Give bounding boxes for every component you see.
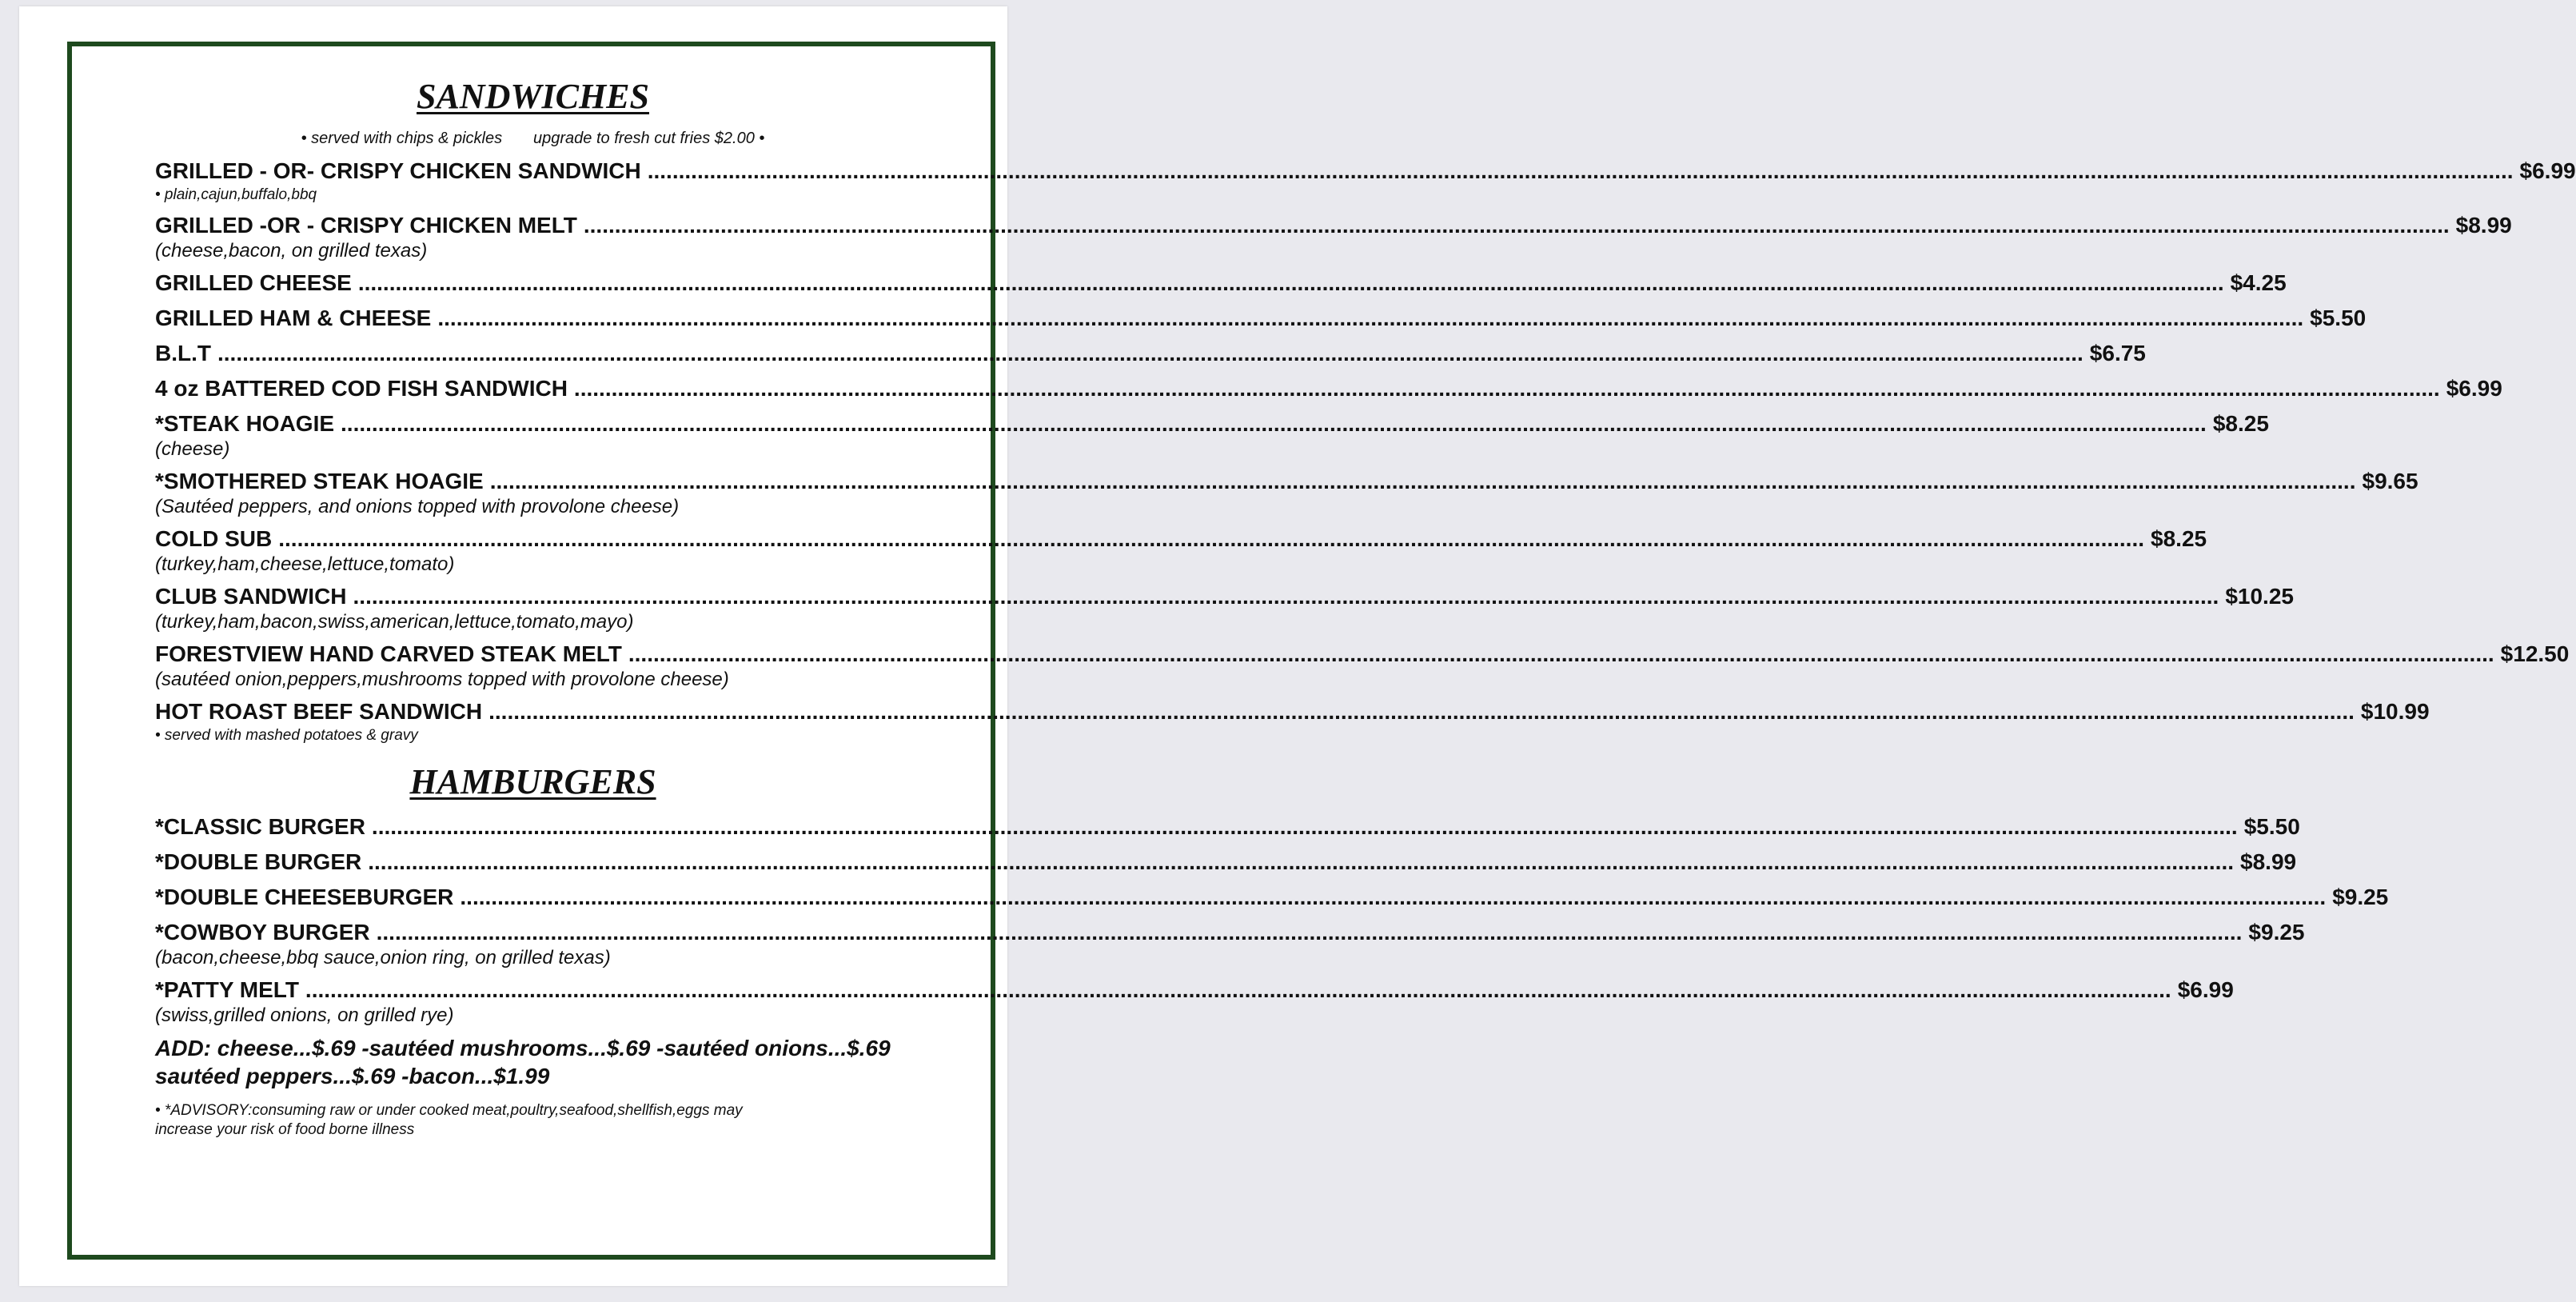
- dot-leader: ............................................................................................................................................................................................................................................................................................................: [488, 699, 2355, 724]
- menu-content: [155, 77, 2576, 1140]
- dot-leader: ............................................................................................................................................................................................................................................................................................................: [357, 270, 2224, 295]
- menu-item-description: (turkey,ham,cheese,lettuce,tomato): [155, 553, 455, 575]
- menu-item-name: *COWBOY BURGER: [155, 920, 370, 945]
- menu-item: [155, 847, 2297, 877]
- menu-item-name: GRILLED HAM & CHEESE: [155, 306, 432, 330]
- menu-item-name: CLUB SANDWICH: [155, 584, 347, 609]
- menu-item-name: *SMOTHERED STEAK HOAGIE: [155, 469, 484, 493]
- menu-item-price: $5.50: [2243, 814, 2300, 839]
- menu-item-description: (cheese,bacon, on grilled texas): [155, 240, 428, 262]
- menu-item: [155, 524, 2207, 577]
- menu-item-name: 4 oz BATTERED COD FISH SANDWICH: [155, 376, 568, 401]
- menu-item-row: [155, 975, 2234, 1005]
- menu-item-description: (cheese): [155, 438, 230, 460]
- menu-item-price: $9.65: [2362, 469, 2418, 493]
- menu-item: [155, 917, 2305, 970]
- menu-item-row: [155, 639, 2570, 669]
- menu-item: [155, 409, 2269, 461]
- menu-item-price: $9.25: [2248, 920, 2305, 945]
- advisory-line-1: • *ADVISORY:consuming raw or under cooked meat,poultry,seafood,shellfish,eggs may: [155, 1102, 743, 1119]
- menu-item-name: B.L.T: [155, 341, 211, 365]
- menu-item-name: GRILLED - OR- CRISPY CHICKEN SANDWICH: [155, 158, 641, 183]
- menu-item-note: • served with mashed potatoes & gravy: [155, 727, 418, 744]
- menu-item-name: COLD SUB: [155, 526, 273, 551]
- menu-item-name: HOT ROAST BEEF SANDWICH: [155, 699, 483, 724]
- menu-item-row: [155, 847, 2297, 877]
- menu-item-row: [155, 697, 2430, 727]
- menu-item: [155, 210, 2512, 263]
- dot-leader: ............................................................................................................................................................................................................................................................................................................: [368, 849, 2235, 874]
- menu-item: [155, 697, 2430, 745]
- menu-item-row: [155, 210, 2512, 241]
- menu-item: [155, 812, 2300, 842]
- menu-item-price: $5.50: [2310, 306, 2367, 330]
- menu-item: [155, 639, 2570, 692]
- food-advisory: [155, 1101, 911, 1140]
- menu-item: [155, 466, 2418, 519]
- dot-leader: ............................................................................................................................................................................................................................................................................................................: [583, 213, 2450, 238]
- menu-item-price: $6.99: [2519, 158, 2576, 183]
- menu-item-description: (sautéed onion,peppers,mushrooms topped with provolone cheese): [155, 669, 729, 690]
- sandwiches-serving-note: • served with chips & pickles upgrade to fresh cut fries $2.00 •: [301, 130, 765, 147]
- menu-item-price: $6.75: [2089, 341, 2146, 365]
- advisory-line-2: increase your risk of food borne illness: [155, 1121, 415, 1138]
- menu-item-price: $8.99: [2455, 213, 2512, 238]
- menu-item-row: [155, 338, 2146, 369]
- menu-item-name: *DOUBLE CHEESEBURGER: [155, 885, 454, 909]
- dot-leader: ............................................................................................................................................................................................................................................................................................................: [376, 920, 2243, 945]
- menu-item: [155, 373, 2502, 404]
- menu-item-name: *DOUBLE BURGER: [155, 849, 362, 874]
- dot-leader: ............................................................................................................................................................................................................................................................................................................: [341, 411, 2207, 436]
- menu-item-row: [155, 268, 2287, 298]
- menu-item-row: [155, 524, 2207, 554]
- menu-item-row: [155, 466, 2418, 497]
- menu-item-description: (swiss,grilled onions, on grilled rye): [155, 1004, 454, 1026]
- menu-item-description: (turkey,ham,bacon,swiss,american,lettuce,tomato,mayo): [155, 611, 634, 633]
- menu-item-row: [155, 373, 2502, 404]
- dot-leader: ............................................................................................................................................................................................................................................................................................................: [489, 469, 2356, 493]
- dot-leader: ............................................................................................................................................................................................................................................................................................................: [371, 814, 2238, 839]
- menu-item-row: [155, 303, 2367, 333]
- menu-item-row: [155, 409, 2269, 439]
- menu-item: [155, 882, 2389, 913]
- menu-item-price: $8.25: [2151, 526, 2207, 551]
- sandwiches-heading: SANDWICHES: [416, 77, 649, 116]
- menu-item-name: GRILLED -OR - CRISPY CHICKEN MELT: [155, 213, 577, 238]
- menu-item-row: [155, 917, 2305, 948]
- menu-item-row: [155, 581, 2294, 612]
- menu-item: [155, 303, 2367, 333]
- menu-item-price: $8.25: [2212, 411, 2269, 436]
- menu-item-price: $4.25: [2230, 270, 2287, 295]
- dot-leader: ............................................................................................................................................................................................................................................................................................................: [353, 584, 2219, 609]
- menu-item-name: FORESTVIEW HAND CARVED STEAK MELT: [155, 641, 622, 666]
- menu-item-name: *CLASSIC BURGER: [155, 814, 365, 839]
- menu-item-name: *STEAK HOAGIE: [155, 411, 335, 436]
- hamburgers-heading: HAMBURGERS: [409, 762, 656, 801]
- menu-page: [19, 6, 2576, 1286]
- dot-leader: ............................................................................................................................................................................................................................................................................................................: [437, 306, 2304, 330]
- menu-item-price: $9.25: [2332, 885, 2389, 909]
- menu-item-note: • plain,cajun,buffalo,bbq: [155, 186, 317, 203]
- dot-leader: ............................................................................................................................................................................................................................................................................................................: [628, 641, 2494, 666]
- menu-item-description: (Sautéed peppers, and onions topped with provolone cheese): [155, 496, 680, 517]
- menu-item-price: $8.99: [2240, 849, 2297, 874]
- menu-item-price: $6.99: [2446, 376, 2502, 401]
- menu-item-row: [155, 882, 2389, 913]
- dot-leader: ............................................................................................................................................................................................................................................................................................................: [217, 341, 2084, 365]
- dot-leader: ............................................................................................................................................................................................................................................................................................................: [305, 977, 2171, 1002]
- menu-item-price: $10.25: [2225, 584, 2294, 609]
- dot-leader: ............................................................................................................................................................................................................................................................................................................: [460, 885, 2327, 909]
- hamburger-list: [155, 812, 2389, 1028]
- menu-item-price: $6.99: [2177, 977, 2234, 1002]
- add-ons-line-1: ADD: cheese...$.69 -sautéed mushrooms...$.69 -sautéed onions...$.69: [155, 1036, 891, 1060]
- menu-item-row: [155, 156, 2576, 186]
- menu-item: [155, 975, 2234, 1028]
- menu-item-name: GRILLED CHEESE: [155, 270, 352, 295]
- menu-item-price: $12.50: [2500, 641, 2570, 666]
- dot-leader: ............................................................................................................................................................................................................................................................................................................: [647, 158, 2514, 183]
- menu-item-price: $10.99: [2360, 699, 2430, 724]
- add-ons: [155, 1034, 911, 1090]
- menu-item: [155, 156, 2576, 204]
- dot-leader: ............................................................................................................................................................................................................................................................................................................: [573, 376, 2440, 401]
- menu-item-description: (bacon,cheese,bbq sauce,onion ring, on grilled texas): [155, 947, 611, 969]
- sandwich-list: [155, 156, 2576, 745]
- menu-item-row: [155, 812, 2300, 842]
- menu-item-name: *PATTY MELT: [155, 977, 299, 1002]
- menu-item: [155, 338, 2146, 369]
- add-ons-line-2: sautéed peppers...$.69 -bacon...$1.99: [155, 1064, 550, 1088]
- menu-item: [155, 268, 2287, 298]
- dot-leader: ............................................................................................................................................................................................................................................................................................................: [278, 526, 2145, 551]
- menu-item: [155, 581, 2294, 634]
